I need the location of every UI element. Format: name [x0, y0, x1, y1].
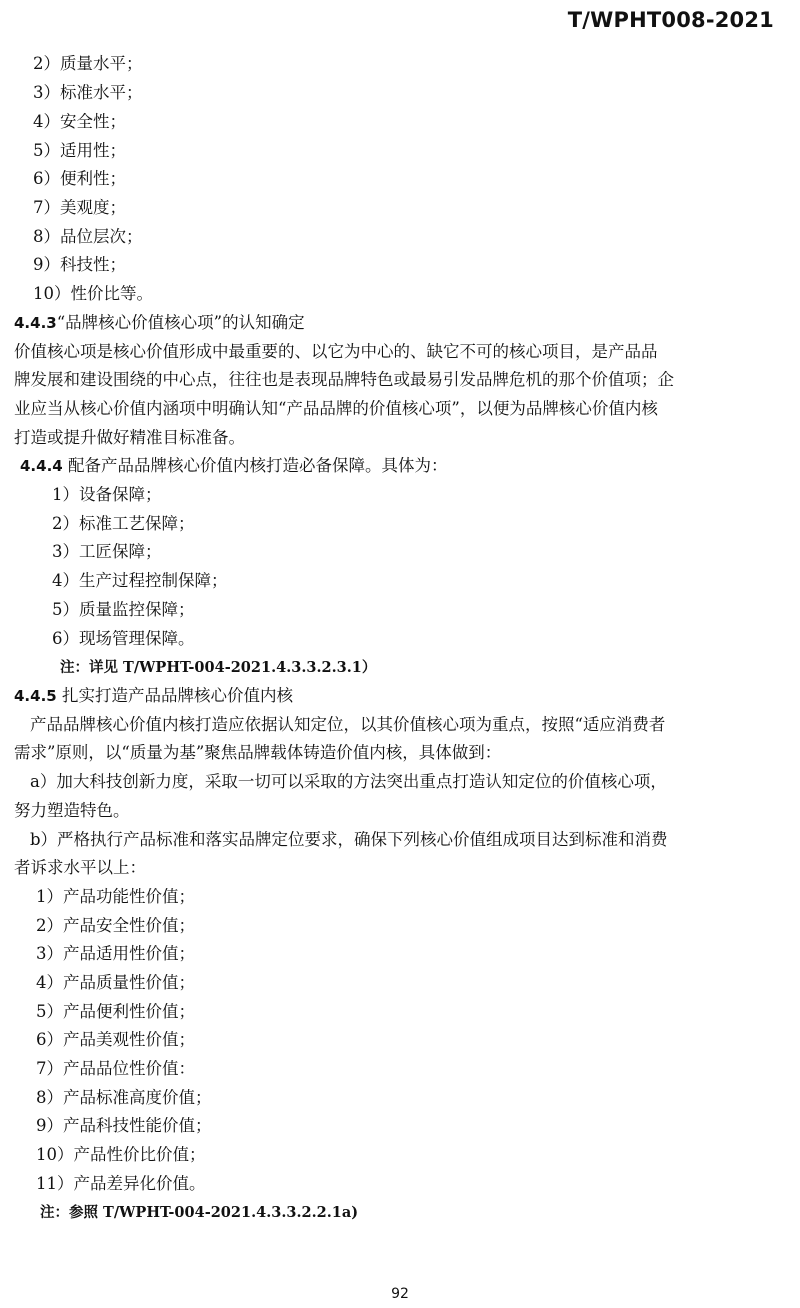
- list-item: 6）产品美观性价值；: [36, 1030, 195, 1049]
- note-reference: 注：详见 T/WPHT-004-2021.4.3.3.2.3.1）: [60, 659, 377, 676]
- paragraph-line: 需求”原则，以“质量为基”聚焦品牌载体铸造价值内核，具体做到：: [14, 743, 502, 762]
- list-item: 5）产品便利性价值；: [36, 1002, 195, 1021]
- list-item: 3）标准水平；: [33, 83, 143, 102]
- list-item: 8）品位层次；: [33, 227, 143, 246]
- list-item: 9）科技性；: [33, 255, 126, 274]
- list-item: 3）工匠保障；: [52, 542, 162, 561]
- section-number: 4.4.4: [20, 457, 63, 475]
- section-title: 扎实打造产品品牌核心价值内核: [61, 686, 293, 705]
- list-item: 4）产品质量性价值；: [36, 973, 195, 992]
- list-item: 7）美观度；: [33, 198, 126, 217]
- paragraph-line: 努力塑造特色。: [14, 801, 130, 820]
- list-item: 10）性价比等。: [33, 284, 153, 303]
- list-item: 5）质量监控保障；: [52, 600, 195, 619]
- note-reference: 注：参照 T/WPHT-004-2021.4.3.3.2.2.1a): [40, 1204, 359, 1221]
- list-item: 6）现场管理保障。: [52, 629, 195, 648]
- list-item: 4）安全性；: [33, 112, 126, 131]
- list-item: 4）生产过程控制保障；: [52, 571, 228, 590]
- section-heading-4-4-4: [20, 456, 447, 476]
- list-item: 1）设备保障；: [52, 485, 162, 504]
- list-item: 1）产品功能性价值；: [36, 887, 195, 906]
- section-title: 配备产品品牌核心价值内核打造必备保障。具体为：: [67, 456, 448, 475]
- section-title: “品牌核心价值核心项”的认知确定: [56, 313, 305, 332]
- section-heading-4-4-3: [14, 313, 305, 333]
- list-item: 5）适用性；: [33, 141, 126, 160]
- list-item: 6）便利性；: [33, 169, 126, 188]
- paragraph-line: 产品品牌核心价值内核打造应依据认知定位，以其价值核心项为重点，按照“适应消费者: [30, 715, 666, 734]
- list-item: 2）标准工艺保障；: [52, 514, 195, 533]
- list-item: 3）产品适用性价值；: [36, 944, 195, 963]
- document-code-header: T/WPHT008-2021: [567, 8, 774, 32]
- list-item: 7）产品品位性价值：: [36, 1059, 195, 1078]
- paragraph-line: a）加大科技创新力度，采取一切可以采取的方法突出重点打造认知定位的价值核心项，: [30, 772, 667, 791]
- paragraph-line: 价值核心项是核心价值形成中最重要的、以它为中心的、缺它不可的核心项目，是产品品: [14, 342, 658, 361]
- paragraph-line: 者诉求水平以上：: [14, 858, 146, 877]
- list-item: 10）产品性价比价值；: [36, 1145, 206, 1164]
- paragraph-line: 打造或提升做好精准目标准备。: [14, 428, 245, 447]
- paragraph-line: 牌发展和建设围绕的中心点，往往也是表现品牌特色或最易引发品牌危机的那个价值项；企: [14, 370, 674, 389]
- list-item: 8）产品标准高度价值；: [36, 1088, 212, 1107]
- list-item: 9）产品科技性能价值；: [36, 1116, 212, 1135]
- section-number: 4.4.3: [14, 314, 57, 332]
- paragraph-line: 业应当从核心价值内涵项中明确认知“产品品牌的价值核心项”，以便为品牌核心价值内核: [14, 399, 658, 418]
- section-number: 4.4.5: [14, 687, 57, 705]
- section-heading-4-4-5: [14, 686, 293, 706]
- paragraph-line: b）严格执行产品标准和落实品牌定位要求，确保下列核心价值组成项目达到标准和消费: [30, 830, 668, 849]
- page-number: 92: [391, 1286, 409, 1302]
- list-item: 2）质量水平；: [33, 54, 143, 73]
- list-item: 11）产品差异化价值。: [36, 1174, 206, 1193]
- list-item: 2）产品安全性价值；: [36, 916, 195, 935]
